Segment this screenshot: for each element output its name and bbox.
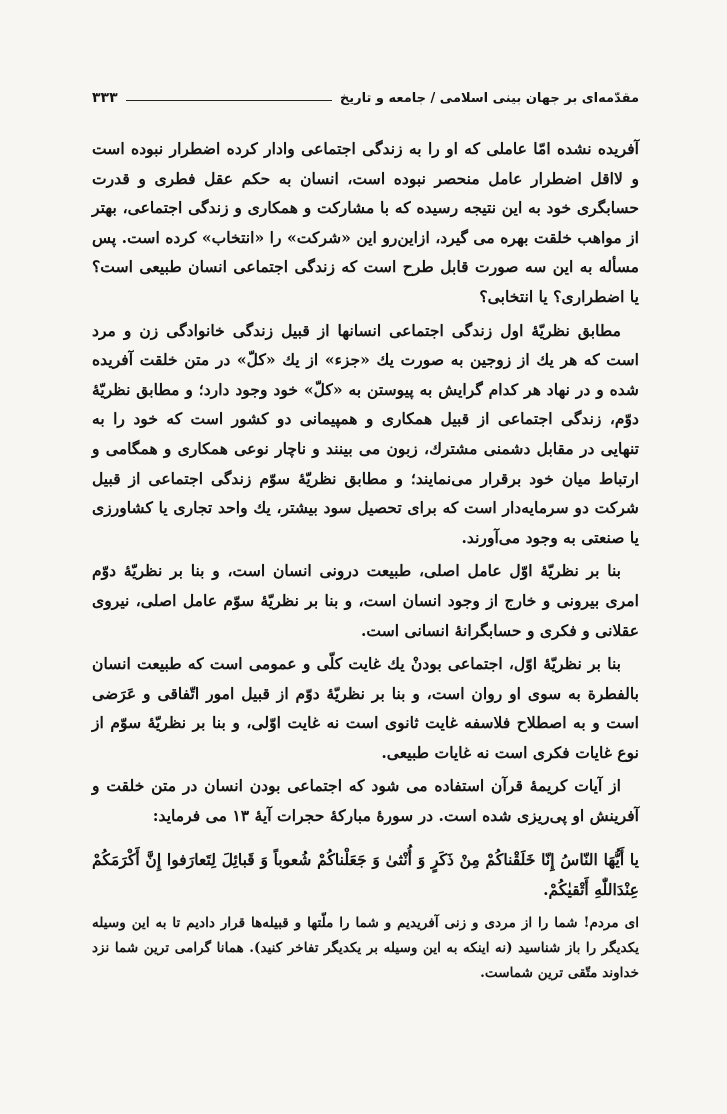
paragraph: از آیات کریمهٔ قرآن استفاده می شود که اجتماعی بودن انسان در متن خلقت و آفرینش او پی‌ریزی شده است. در سورهٔ مبارکهٔ حجرات آیهٔ ۱۳ می فرماید: — [92, 776, 639, 826]
paragraph: مطابق نظریّهٔ اول زندگی اجتماعی انسانها از قبیل زندگی خانوادگی زن و مرد است که هر یك از زوجین به صورت یك «جزء» از یك «کلّ» در متن خلقت آفریده شده و در نهاد هر کدام گرایش به پیوستن به «کلّ» خود وجود دارد؛ و مطابق نظریّهٔ دوّم، زندگی اجتماعی از قبیل همکاری و همپیمانی دو کشور است که خود را به تنهایی در مقابل دشمنی مشترك، زبون می بینند و ناچار نوعی همکاری و همگامی و ارتباط میان خود برقرار می‌نمایند؛ و مطابق نظریّهٔ سوّم زندگی اجتماعی از قبیل شرکت دو سرمایه‌دار است که برای تحصیل سود بیشتر، یك واحد تجاری یا کشاورزی یا صنعتی به وجود می‌آورند. — [92, 320, 639, 547]
quran-verse: یا أَیُّهَا النّاسُ إِنّا خَلَقْناکُمْ مِنْ ذَکَرٍ وَ أُنْثیٰ وَ جَعَلْناکُمْ شُعوباً وَ قَبائِلَ لِتَعارَفوا إِنَّ أَکْرَمَکُمْ عِنْدَاللّٰهِ أَتْقیٰکُمْ. — [92, 849, 639, 899]
page-body — [92, 134, 639, 986]
paragraph: بنا بر نظریّهٔ اوّل، اجتماعی بودنْ یك غایت کلّی و عمومی است که طبیعت انسان بالفطرة به سوی او روان است، و بنا بر نظریّهٔ دوّم از قبیل امور اتّفاقی و عَرَضی است و به اصطلاح فلاسفه غایت ثانوی است نه غایت اوّلی، و بنا بر نظریّهٔ سوّم از نوع غایات فکری است نه غایات طبیعی. — [92, 654, 639, 762]
header-title: مقدّمه‌ای بر جهان بینی اسلامی / جامعه و تاریخ — [339, 91, 639, 106]
verse-translation: ای مردم! شما را از مردی و زنی آفریدیم و شما را ملّتها و قبیله‌ها قرار دادیم تا به این وسیله یکدیگر را باز شناسید (نه اینکه به این وسیله بر یکدیگر تفاخر کنید). همانا گرامی ترین شما نزد خداوند متّقی ترین شماست. — [92, 914, 639, 981]
page-number: ۳۳۳ — [92, 90, 118, 106]
paragraph: بنا بر نظریّهٔ اوّل عامل اصلی، طبیعت درونی انسان است، و بنا بر نظریّهٔ دوّم امری بیرونی و خارج از وجود انسان است، و بنا بر نظریّهٔ سوّم عامل اصلی، نیروی عقلانی و فکری و حسابگرانهٔ انسانی است. — [92, 561, 639, 640]
running-header — [92, 84, 639, 106]
paragraph: آفریده نشده امّا عاملی که او را به زندگی اجتماعی وادار کرده اضطرار نبوده است و لااقل اضطرار عامل منحصر نبوده است، انسان به حکم عقل فطری و قدرت حسابگری خود به این نتیجه رسیده که با مشارکت و همکاری و زندگی اجتماعی، بهتر از مواهب خلقت بهره می گیرد، ازاین‌رو این «شرکت» را «انتخاب» کرده است. پس مسأله به این سه صورت قابل طرح است که زندگی اجتماعی انسان طبیعی است؟ یا اضطراری؟ یا انتخابی؟ — [92, 139, 639, 306]
header-rule — [126, 100, 332, 101]
